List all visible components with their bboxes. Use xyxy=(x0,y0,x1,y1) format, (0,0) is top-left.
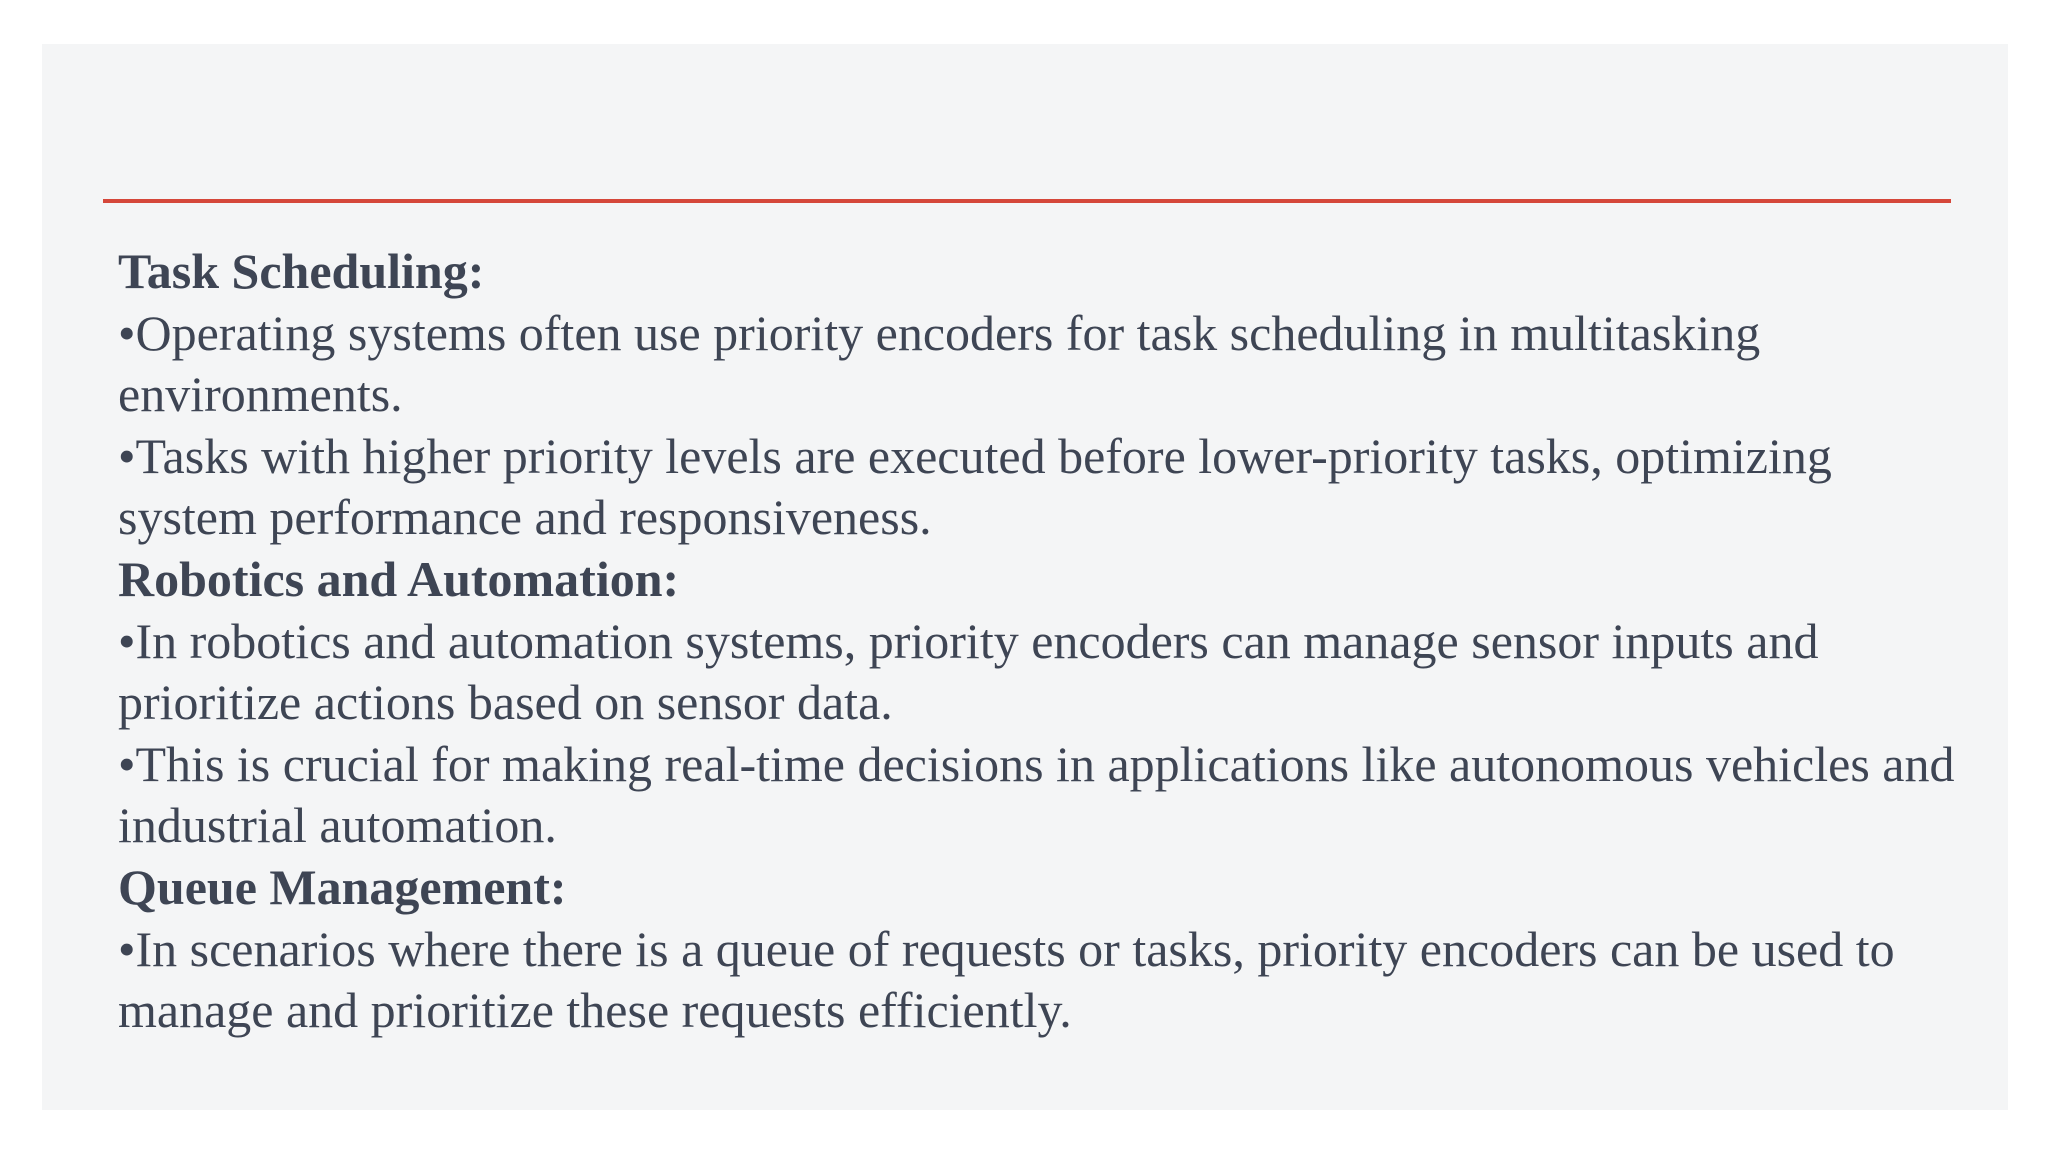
bullet-item: •This is crucial for making real-time decisions in applications like autonomous vehicles and industrial automation. xyxy=(118,735,1955,854)
bullet-item: •Tasks with higher priority levels are executed before lower-priority tasks, optimizing system performance and responsiveness. xyxy=(118,427,1832,546)
slide xyxy=(42,44,2008,1110)
section-heading-robotics-automation: Robotics and Automation: xyxy=(118,550,680,607)
bullet-item: •In scenarios where there is a queue of requests or tasks, priority encoders can be used to manage and prioritize these requests efficiently. xyxy=(118,920,1895,1039)
bullet-item: •In robotics and automation systems, priority encoders can manage sensor inputs and prioritize actions based on sensor data. xyxy=(118,612,1819,731)
slide-body xyxy=(118,241,1958,1042)
title-divider-line xyxy=(103,199,1951,203)
section-heading-task-scheduling: Task Scheduling: xyxy=(118,243,485,299)
bullet-item: •Operating systems often use priority encoders for task scheduling in multitasking environments. xyxy=(118,304,1761,423)
section-heading-queue-management: Queue Management: xyxy=(118,858,567,915)
